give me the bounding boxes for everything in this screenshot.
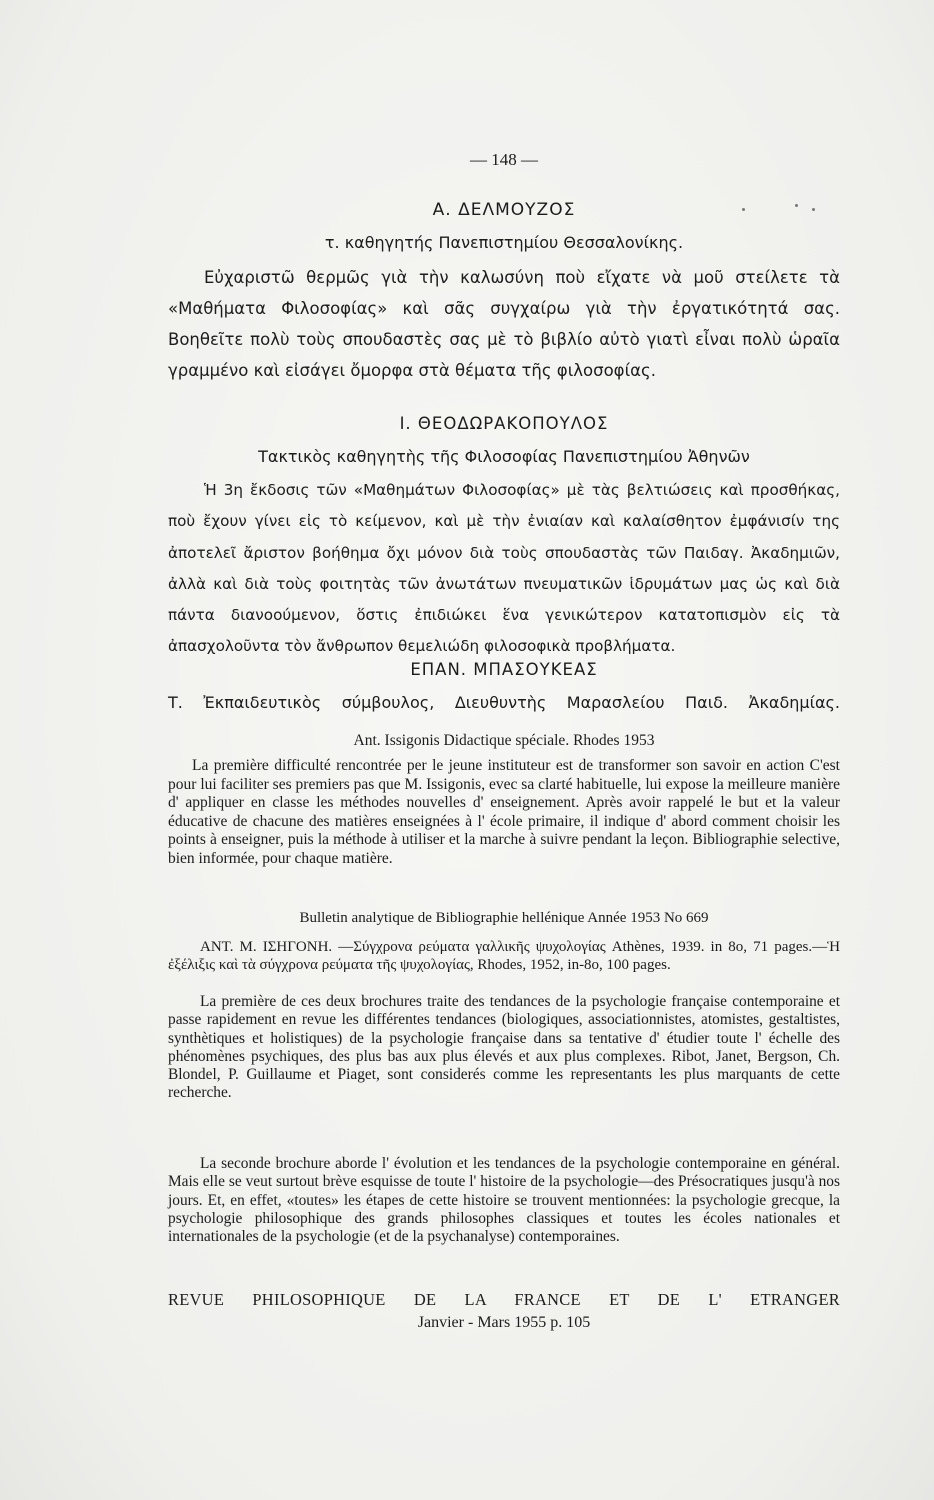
testimonial-author-basoukeas: ΕΠΑΝ. ΜΠΑΣΟΥΚΕΑΣ — [410, 660, 598, 679]
print-speck — [812, 208, 815, 211]
testimonial-text: Εὐχαριστῶ θερμῶς γιὰ τὴν καλωσύνη ποὺ εἴχατε νὰ μοῦ στείλετε τὰ «Μαθήματα Φιλοσοφίας» καὶ σᾶς συγχαίρω γιὰ τὴν ἐργατικότητά σας. Βοηθεῖτε πολὺ τοὺς σπουδαστὲς σας μὲ τὸ βιβλίο αὐτὸ γιατὶ εἶναι πολὺ ὡραῖα γραμμένο καὶ εἰσάγει ὄμορφα στὰ θέματα τῆς φιλοσοφίας. — [168, 268, 840, 380]
review-text: La première difficulté rencontrée per le jeune instituteur est de transformer son savoir en action C'est pour lui faciliter ses premiers pas que M. Issigonis, evec sa clarté habituelle, lui expose la meilleure manière d' appliquer en classe les méthodes nouvelles d' enseignement. Après avoir rappelé le but et la valeur éducative de chacune des matières enseignées à l' école primaire, il indique d' abord comment choisir les points à enseigner, puis la méthode à utiliser et la marche à suivre pendant la leçon. Bibliographie selective, bien informée, pour chaque matière. — [168, 757, 840, 867]
review-paragraph: La seconde brochure aborde l' évolution et les tendances de la psychologie contemporaine en général. Mais elle se veut surtout brève esquisse de toute l' histoire de la psychologie—des Présocratiques jusqu'à nos jours. Et, en effet, «toutes» les étapes de cette histoire se trouvent mentionnées: la psychologie grecque, la psychologie philosophique des grands philosophes classiques et toutes les écoles nationales et internationales de la psychologie (et de la psychanalyse) contemporaines. — [168, 1155, 840, 1246]
print-speck — [742, 208, 745, 211]
testimonial-author-delmouzos: Α. ΔΕΛΜΟΥΖΟΣ — [432, 200, 576, 220]
review-heading: Ant. Issigonis Didactique spéciale. Rhodes 1953 — [353, 732, 655, 749]
review-paragraph: La première de ces deux brochures traite des tendances de la psychologie française contemporaine et passe rapidement en revue les différentes tendances (biologiques, associationnistes, atomistes, gestaltistes, synthètiques et holistiques) de la psychologie française dans sa tentative d' étudier toute l' échelle des phénomènes psychiques, des plus bas aux plus élevés et aux plus complexes. Ribot, Janet, Bergson, Ch. Blondel, P. Guillaume et Piaget, sont considerés comme les representants les plus marquants de cette recherche. — [168, 993, 840, 1102]
review-date: Janvier - Mars 1955 p. 105 — [417, 1314, 591, 1331]
review-citation: ΑΝΤ. Μ. ΙΣΗΓΟΝΗ. —Σύγχρονα ρεύματα γαλλικῆς ψυχολογίας Athènes, 1939. in 8o, 71 pages.—Ἡ ἐξέλιξις καὶ τὰ σύγχρονα ρεύματα τῆς ψυχολογίας, Rhodes, 1952, in-8o, 100 pages. — [168, 939, 840, 974]
review-source: REVUE PHILOSOPHIQUE DE LA FRANCE ET DE L' ETRANGER — [168, 1290, 840, 1309]
testimonial-author-title: τ. καθηγητής Πανεπιστημίου Θεσσαλονίκης. — [324, 233, 684, 252]
review-source: Bulletin analytique de Bibliographie hellénique Année 1953 No 669 — [299, 910, 709, 926]
testimonial-text: Ἡ 3η ἔκδοσις τῶν «Μαθημάτων Φιλοσοφίας» μὲ τὰς βελτιώσεις καὶ προσθήκας, ποὺ ἔχουν γίνει εἰς τὸ κείμενον, καὶ μὲ τὴν ἐνιαίαν καὶ καλαίσθητον ἐμφάνισίν της ἀποτελεῖ ἄριστον βοήθημα ὄχι μόνον διὰ τοὺς σπουδαστὰς τῶν Παιδαγ. Ἀκαδημιῶν, ἀλλὰ καὶ διὰ τοὺς φοιτητὰς τῶν ἀνωτάτων πνευματικῶν ἱδρυμάτων μας ὡς καὶ διὰ πάντα διανοούμενον, ὅστις ἐπιδιώκει ἕνα γενικώτερον κατατοπισμὸν εἰς τὰ ἀπασχολοῦντα τὸν ἄνθρωπον θεμελιώδη φιλοσοφικὰ προβλήματα. — [168, 481, 840, 656]
testimonial-author-theodorakopoulos: Ι. ΘΕΟΔΩΡΑΚΟΠΟΥΛΟΣ — [399, 414, 609, 433]
testimonial-author-title: Τ. Ἐκπαιδευτικὸς σύμβουλος, Διευθυντὴς Μαρασλείου Παιδ. Ἀκαδημίας. — [168, 693, 840, 712]
page-number: — 148 — — [470, 150, 538, 169]
testimonial-author-title: Τακτικὸς καθηγητὴς τῆς Φιλοσοφίας Πανεπιστημίου Ἀθηνῶν — [258, 447, 750, 466]
print-speck — [795, 204, 798, 207]
